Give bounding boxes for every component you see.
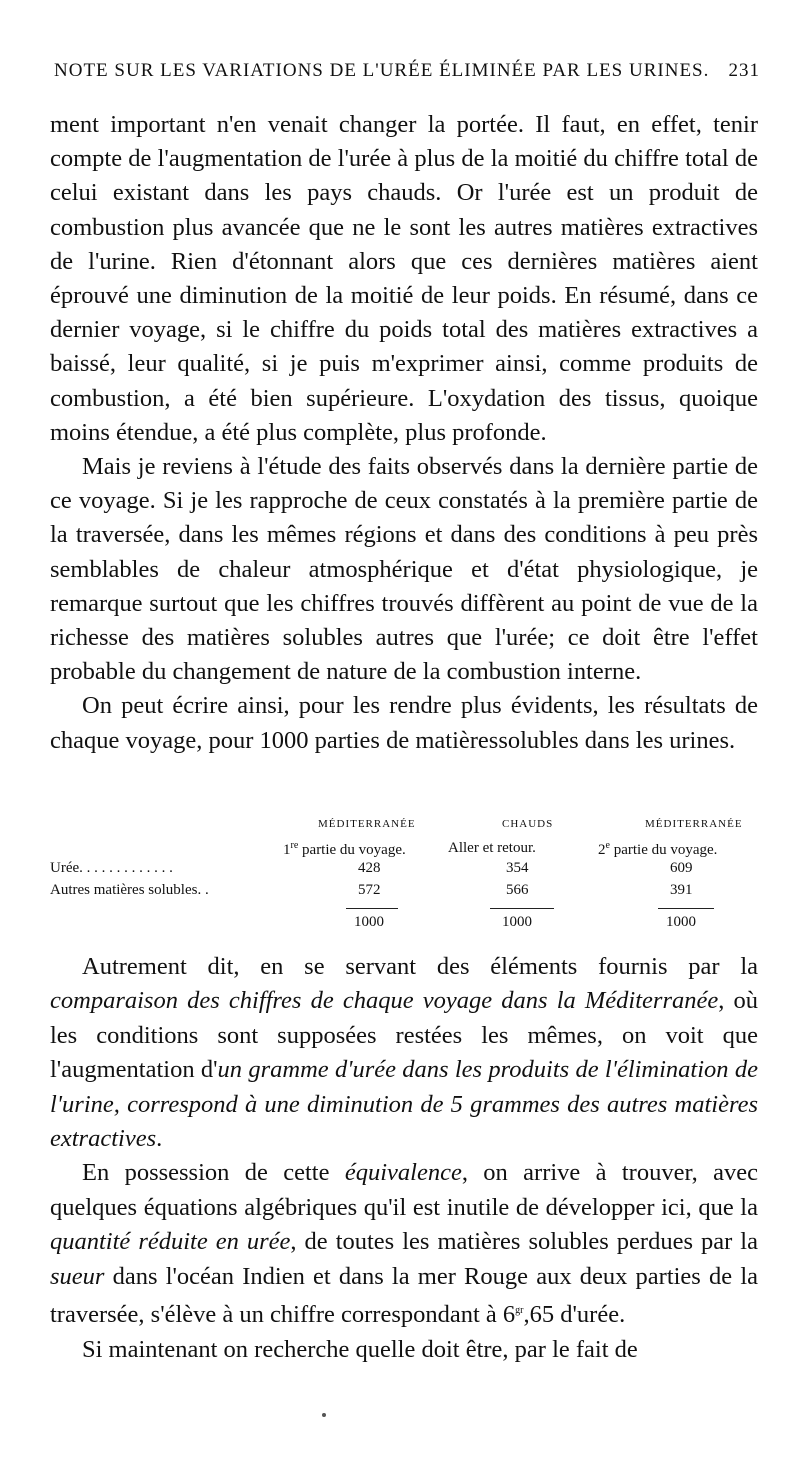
p5-a: En possession de cette	[82, 1159, 345, 1187]
row-label: Urée. . . . . . . . . . . . .	[50, 860, 173, 876]
col3-head: MÉDITERRANÉE	[645, 818, 743, 830]
paragraph-6: Si maintenant on recherche quelle doit être, par le fait de	[82, 1335, 638, 1363]
col1-sub-num: 1	[283, 842, 291, 858]
paragraph-2: Mais je reviens à l'étude des faits observés dans la dernière partie de ce voyage. Si je les rapproche de ceux constatés à la première partie de la traversée, dans les mêmes régions et dans des conditions à peu près semblables de chaleur atmosphérique et d'état physiologique, je remarque surtout que les chiffres trouvés diffèrent au point de vue de la richesse des matières solubles autres que l'urée; ce doit être l'effet probable du changement de nature de la combustion interne.	[50, 453, 758, 686]
total-rule-3	[658, 908, 714, 909]
row-v2: 566	[506, 882, 529, 898]
page-number: 231	[728, 60, 760, 81]
total-v3: 1000	[666, 914, 696, 930]
col1-sub-text: partie du voyage.	[298, 842, 406, 858]
col1-sub	[283, 840, 406, 859]
p5-e: ,65 d'urée.	[523, 1301, 626, 1329]
col3-sub-sup: e	[605, 840, 610, 851]
p5-c: , de toutes les matières solubles perdues par la	[290, 1228, 758, 1256]
p5-d: dans l'océan Indien et dans la mer Rouge aux deux parties de la traversée, s'élève à un chiffre correspondant à 6	[50, 1262, 758, 1329]
table-head-row	[50, 818, 770, 838]
col2-sub: Aller et retour.	[448, 840, 536, 856]
table-subhead-row	[50, 840, 770, 860]
total-v2: 1000	[502, 914, 532, 930]
paragraph-4	[50, 950, 758, 1156]
total-rule-2	[490, 908, 554, 909]
stray-mark	[322, 1413, 326, 1417]
row-v3: 609	[670, 860, 693, 876]
paragraph-3: On peut écrire ainsi, pour les rendre plus évidents, les résultats de chaque voyage, pour 1000 parties de matièressolubles dans les urines.	[50, 692, 758, 754]
table-row	[50, 860, 770, 880]
row-v1: 428	[358, 860, 381, 876]
row-v2: 354	[506, 860, 529, 876]
col2-head: CHAUDS	[502, 818, 554, 830]
p4-b: , où les conditions sont supposées restées les mêmes, on voit que l'augmentation d'	[50, 987, 758, 1084]
p4-c: .	[156, 1125, 163, 1153]
col3-sub-text: partie du voyage.	[609, 842, 718, 858]
table-total-row	[50, 914, 770, 934]
row-v3: 391	[670, 882, 693, 898]
running-title: NOTE SUR LES VARIATIONS DE L'URÉE ÉLIMINÉE PAR LES URINES.	[54, 60, 710, 81]
col1-sub-sup: re	[290, 840, 299, 851]
p5-b: , on arrive à trouver, avec quelques équations algébriques qu'il est inutile de développer ici, que la	[50, 1159, 758, 1221]
p5-sup: gr	[515, 1305, 524, 1317]
p4-a: Autrement dit, en se servant des éléments fournis par la	[82, 953, 758, 980]
table-row	[50, 882, 770, 902]
p4-italic-2: un gramme d'urée dans les produits de l'élimination de l'urine, correspond à une diminution de 5 grammes des autres matières extractives	[50, 1056, 758, 1153]
p5-italic-2: quantité réduite en urée	[50, 1228, 291, 1256]
col3-sub	[598, 840, 717, 859]
p5-italic-3: sueur	[50, 1262, 105, 1290]
col1-head: MÉDITERRANÉE	[318, 818, 416, 830]
row-label: Autres matières solubles. .	[50, 882, 209, 898]
body-text	[50, 108, 758, 758]
lower-text	[50, 950, 758, 1367]
total-rule-1	[346, 908, 398, 909]
total-v1: 1000	[354, 914, 384, 930]
paragraph-1: ment important n'en venait changer la portée. Il faut, en effet, tenir compte de l'augmentation de l'urée à plus de la moitié du chiffre total de celui existant dans les pays chauds. Or l'urée est un produit de combustion plus avancée que ne le sont les autres matières extractives de l'urine. Rien d'étonnant alors que ces dernières matières aient éprouvé une diminution de la moitié de leur poids. En résumé, dans ce dernier voyage, si le chiffre du poids total des matières extractives a baissé, leur qualité, si je puis m'exprimer ainsi, comme produits de combustion, a été bien supérieure. L'oxydation des tissus, quoique moins étendue, a été plus complète, plus profonde.	[50, 111, 758, 446]
p4-italic-1: comparaison des chiffres de chaque voyage dans la Méditerranée	[50, 987, 719, 1015]
p5-italic-1: équivalence	[344, 1159, 462, 1187]
col3-sub-num: 2	[598, 842, 606, 858]
running-header	[54, 60, 760, 90]
row-v1: 572	[358, 882, 381, 898]
paragraph-5	[50, 1156, 758, 1332]
